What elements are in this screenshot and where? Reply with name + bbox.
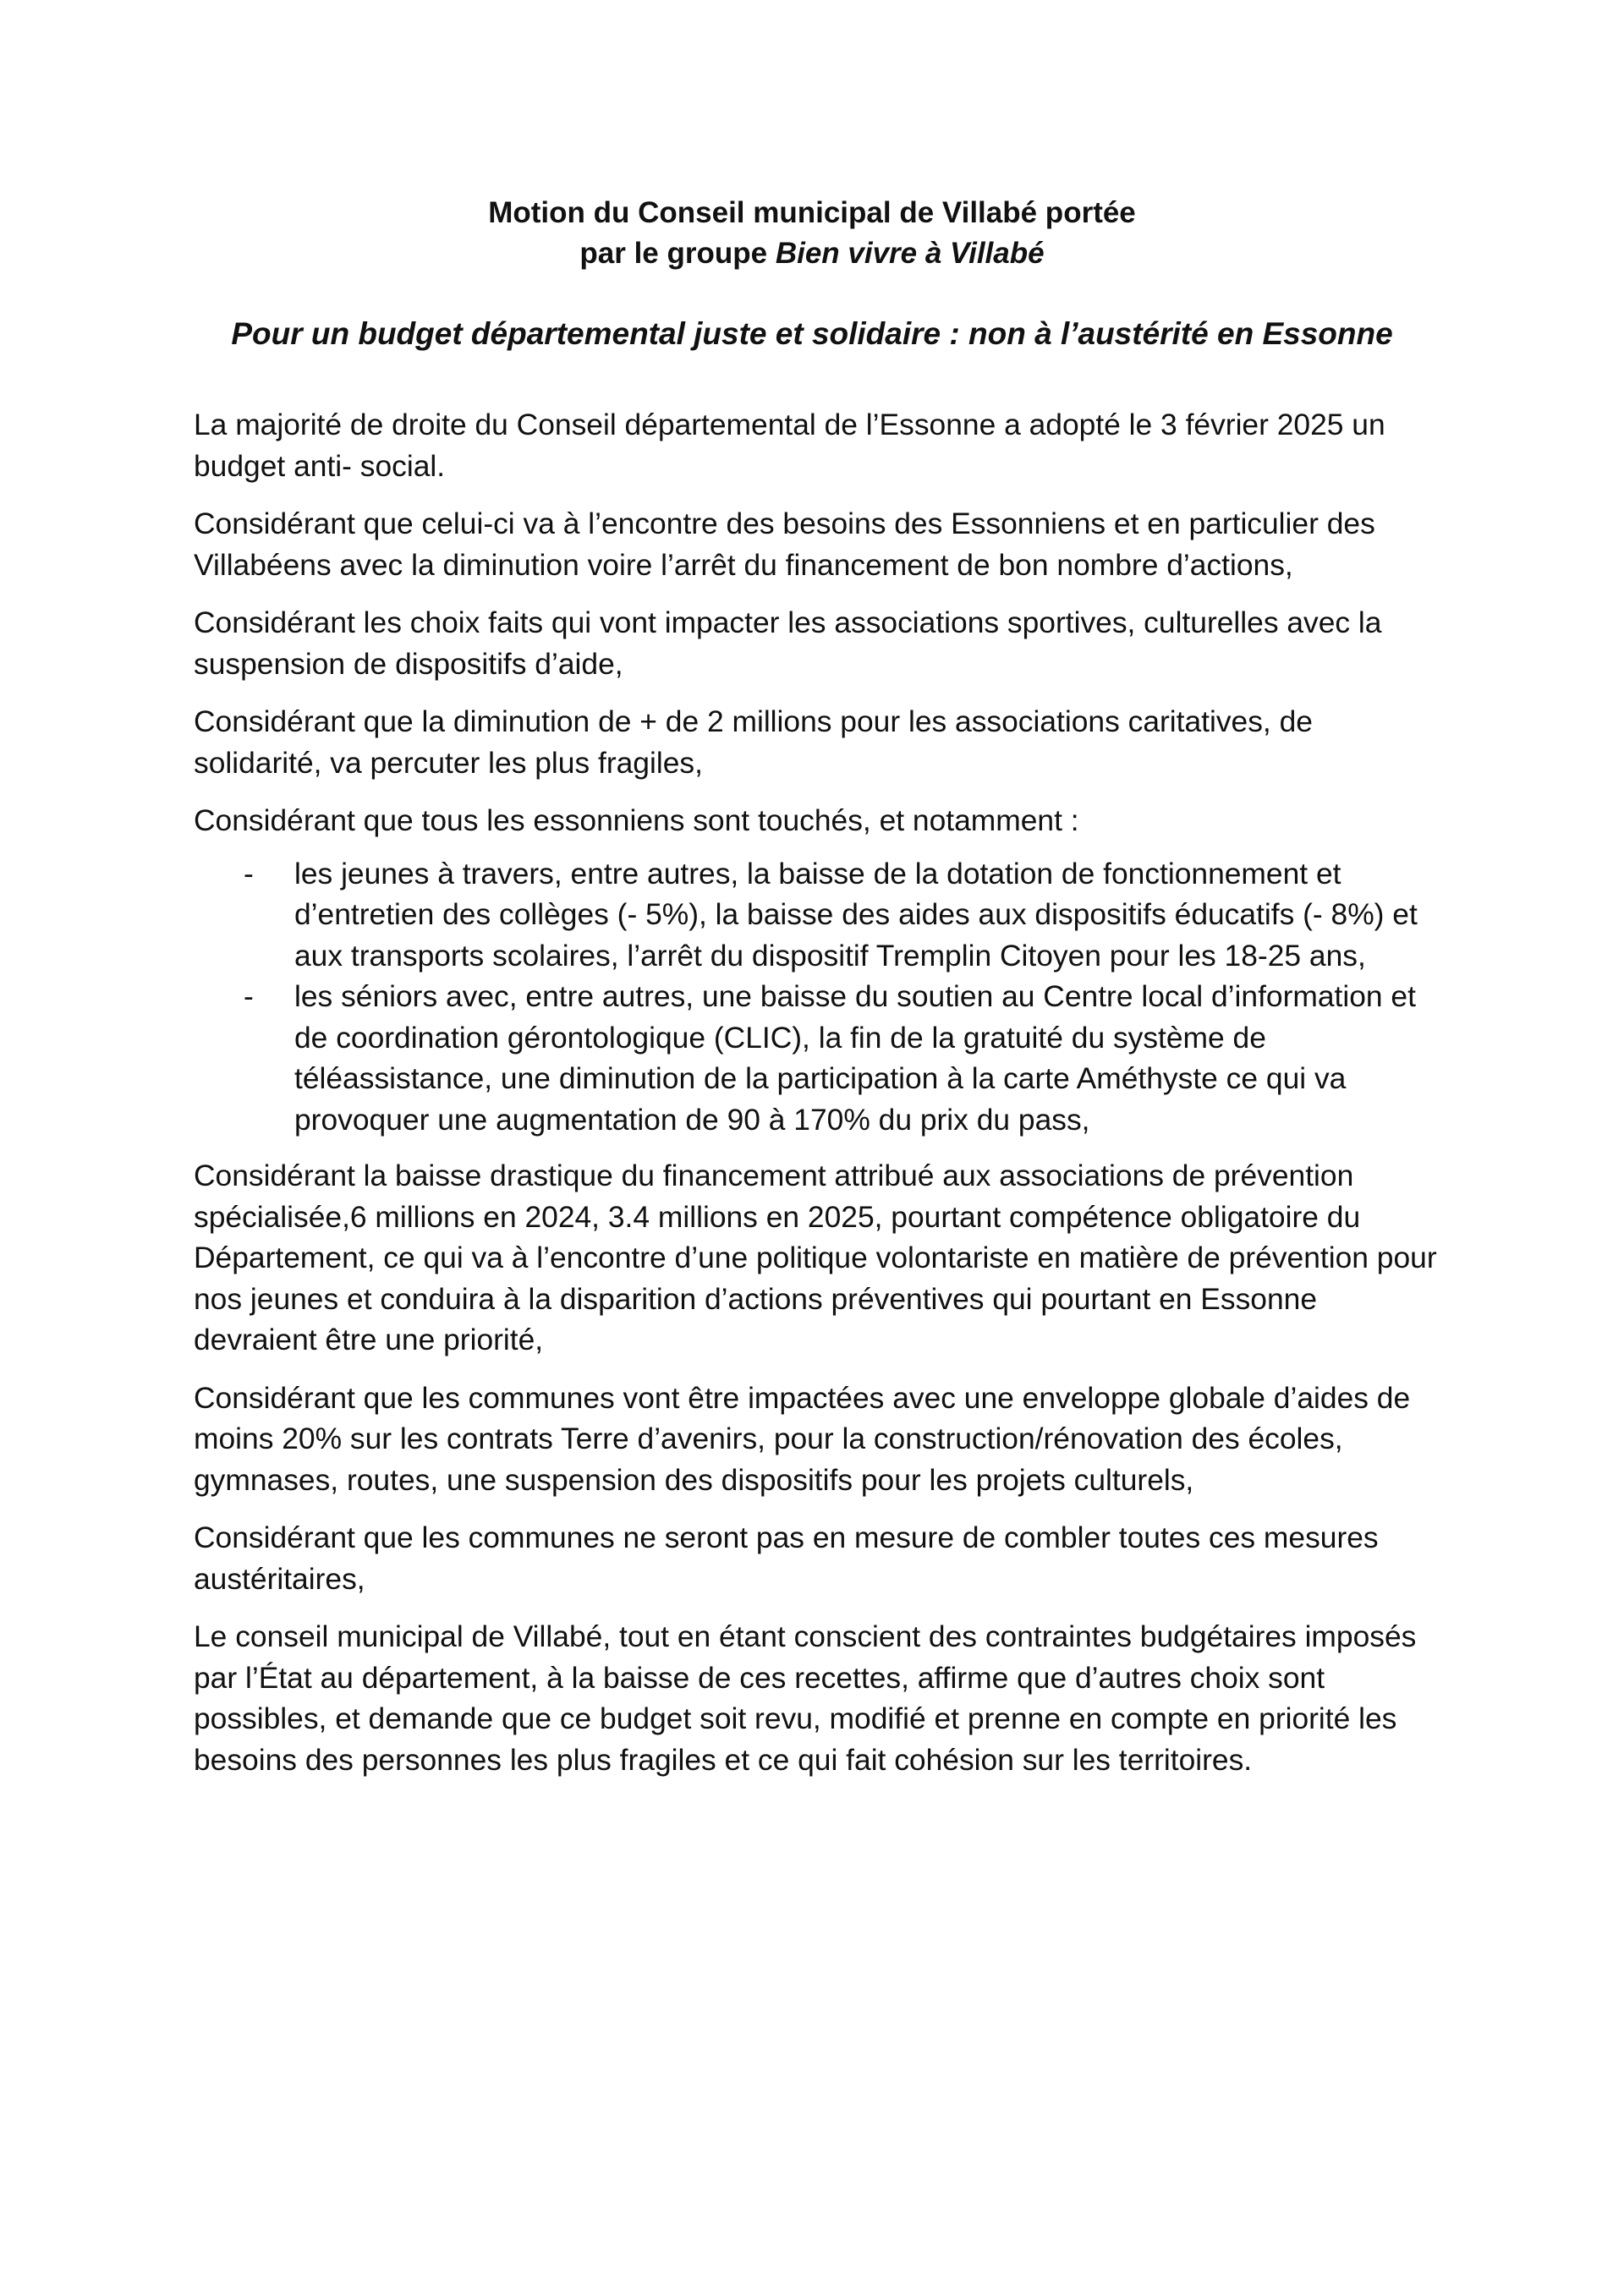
bullet-marker: - [244,856,254,890]
paragraph-intro: La majorité de droite du Conseil départemental de l’Essonne a adopté le 3 février 2025 un budget anti- social. [194,408,1385,483]
title-line-2 [0,233,1624,274]
bullet-text-seniors: les séniors avec, entre autres, une baisse du soutien au Centre local d’information et de coordination gérontologique (CLIC), la fin de la gratuité du système de téléassistance, une diminution de la participation à la carte Améthyste ce qui va provoquer une augmentation de 90 à 170% du prix du pass, [294,979,1416,1137]
title-line-1: Motion du Conseil municipal de Villabé portée [488,196,1136,229]
motion-subtitle: Pour un budget départemental juste et solidaire : non à l’austérité en Essonne [231,316,1393,351]
paragraph-considerant-essonniens: Considérant que tous les essonniens sont touchés, et notamment : [194,803,1079,837]
motion-body [194,404,1446,1780]
bullet-text-jeunes: les jeunes à travers, entre autres, la baisse de la dotation de fonctionnement et d’entretien des collèges (- 5%), la baisse des aides aux dispositifs éducatifs (- 8%) et aux transports scolaires, l’arrêt du dispositif Tremplin Citoyen pour les 18-25 ans, [294,856,1418,973]
group-name: Bien vivre à Villabé [775,237,1045,270]
paragraph-conclusion: Le conseil municipal de Villabé, tout en étant conscient des contraintes budgétaires imposés par l’État au département, à la baisse de ces recettes, affirme que d’autres choix sont possibles, et demande que ce budget soit revu, modifié et prenne en compte en priorité les besoins des personnes les plus fragiles et ce qui fait cohésion sur les territoires. [194,1619,1417,1777]
title-line-2-prefix: par le groupe [579,237,776,270]
paragraph-considerant-prevention: Considérant la baisse drastique du financement attribué aux associations de prévention spécialisée,6 millions en 2024, 3.4 millions en 2025, pourtant compétence obligatoire du Département, ce qui va à l’encontre d’une politique volontariste en matière de prévention pour nos jeunes et conduira à la disparition d’actions préventives qui pourtant en Essonne devraient être une priorité, [194,1159,1437,1356]
list-item [194,853,1446,977]
paragraph-considerant-mesures: Considérant que les communes ne seront pas en mesure de combler toutes ces mesures austéritaires, [194,1521,1379,1596]
bullet-marker: - [244,979,254,1013]
bullet-list [194,853,1446,1141]
paragraph-considerant-besoins: Considérant que celui-ci va à l’encontre des besoins des Essonniens et en particulier des Villabéens avec la diminution voire l’arrêt du financement de bon nombre d’actions, [194,507,1375,582]
list-item [194,976,1446,1140]
paragraph-considerant-caritatives: Considérant que la diminution de + de 2 millions pour les associations caritatives, de solidarité, va percuter les plus fragiles, [194,704,1313,780]
paragraph-considerant-communes: Considérant que les communes vont être impactées avec une enveloppe globale d’aides de moins 20% sur les contrats Terre d’avenirs, pour la construction/rénovation des écoles, gymnases, routes, une suspension des dispositifs pour les projets culturels, [194,1380,1411,1497]
motion-title [0,193,1624,274]
paragraph-considerant-associations: Considérant les choix faits qui vont impacter les associations sportives, culturelles avec la suspension de dispositifs d’aide, [194,606,1382,681]
